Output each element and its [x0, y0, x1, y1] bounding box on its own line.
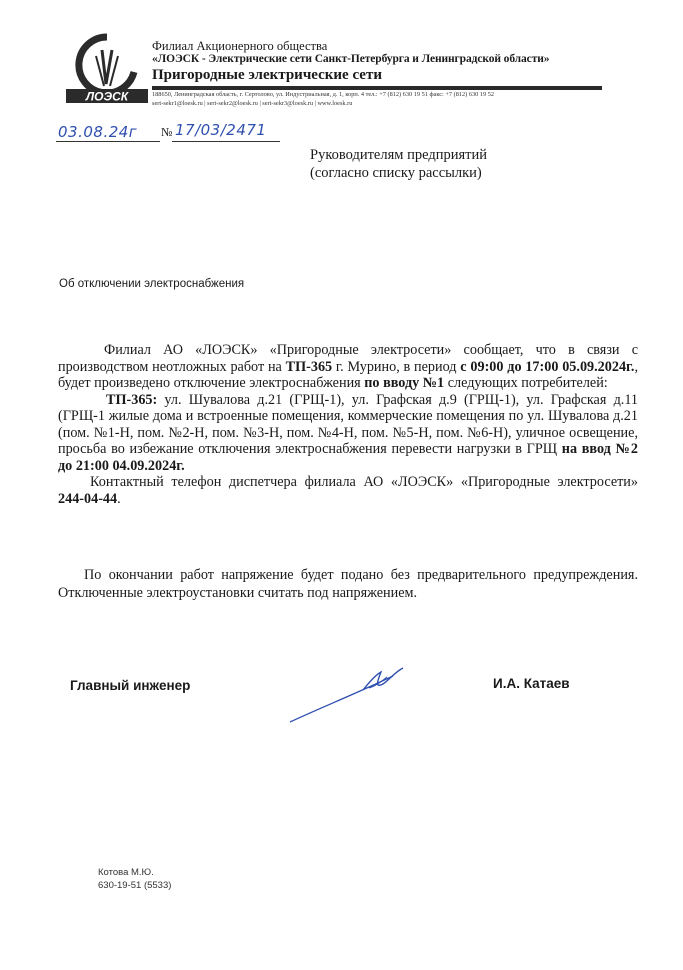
contacts-address: 188650, Ленинградская область, г. Сертолово, ул. Индустриальная, д. 1, корп. 4 тел.: +7 (812) 630 19 51 факс: +7 (812) 630 19 52 — [152, 91, 495, 98]
signer-title: Главный инженер — [70, 678, 191, 693]
p3-text-a: Контактный телефон диспетчера филиала АО «ЛОЭСК» «Пригородные электросети» — [90, 474, 638, 490]
signer-name: И.А. Катаев — [493, 676, 570, 691]
p1-substation: ТП-365 — [285, 358, 333, 375]
addressee-line-2: (согласно списку рассылки) — [310, 165, 482, 181]
handwritten-signature — [285, 660, 415, 730]
paragraph-1 — [58, 342, 638, 392]
number-mark: № — [161, 125, 173, 139]
loesk-logo — [62, 32, 152, 107]
paragraph-2 — [58, 392, 638, 475]
p2-substation: ТП-365: — [106, 391, 158, 408]
number-underline — [172, 141, 280, 142]
paragraph-3 — [58, 474, 638, 507]
executor-phone: 630-19-51 (5533) — [98, 880, 172, 891]
contacts-emails: sert-sekr1@loesk.ru | sert-sekr2@loesk.ru | sert-sekr3@loesk.ru | www.loesk.ru — [152, 100, 353, 107]
document-date: 03.08.24г — [58, 123, 138, 141]
contacts — [152, 90, 612, 108]
logo-text: ЛОЭСК — [85, 89, 129, 104]
p1-text-c: , будет произведено отключение электроснабжения — [58, 358, 638, 391]
p1-text-a: Филиал АО «ЛОЭСК» «Пригородные электросети» сообщает, что в связи с производством неотложных работ на — [58, 342, 638, 375]
subject: Об отключении электроснабжения — [59, 278, 245, 290]
p1-text-d: следующих потребителей: — [444, 375, 608, 391]
dispatcher-phone: 244-04-44 — [58, 490, 118, 507]
p3-text-b: . — [117, 490, 121, 507]
document-number: 17/03/2471 — [175, 121, 267, 139]
org-line-2: «ЛОЭСК - Электрические сети Санкт-Петербурга и Ленинградской области» — [152, 53, 550, 65]
closing-paragraph: По окончании работ напряжение будет подано без предварительного предупреждения. Отключенные электроустановки считать под напряжением. — [58, 567, 638, 601]
org-title: Пригородные электрические сети — [152, 67, 382, 83]
p1-period: с 09:00 до 17:00 05.09.2024г. — [460, 358, 635, 375]
addressee-line-1: Руководителям предприятий — [310, 147, 487, 163]
p2-text-a: ул. Шувалова д.21 (ГРЩ-1), ул. Графская д.9 (ГРЩ-1), ул. Графская д.11 (ГРЩ-1 жилые дома и встроенные помещения, коммерческие помещения по ул. Шувалова д.21 (пом. №1-Н, пом. №2-Н, пом. №3-Н, пом. №4-Н, пом. №5-Н, пом. №6-Н), уличное освещение, просьба во избежание отключения электроснабжения перевести нагрузки в ГРЩ — [58, 391, 638, 457]
p2-input: на ввод №2 до 21:00 04.09.2024г. — [58, 441, 638, 474]
org-line-1: Филиал Акционерного общества — [152, 39, 328, 53]
p1-text-b: г. Мурино, в период — [332, 358, 461, 375]
p1-input: по вводу №1 — [364, 375, 445, 391]
date-underline — [56, 141, 160, 142]
executor — [98, 866, 171, 892]
executor-name: Котова М.Ю. — [98, 867, 154, 878]
addressee — [310, 146, 487, 182]
letter-body — [58, 342, 638, 507]
